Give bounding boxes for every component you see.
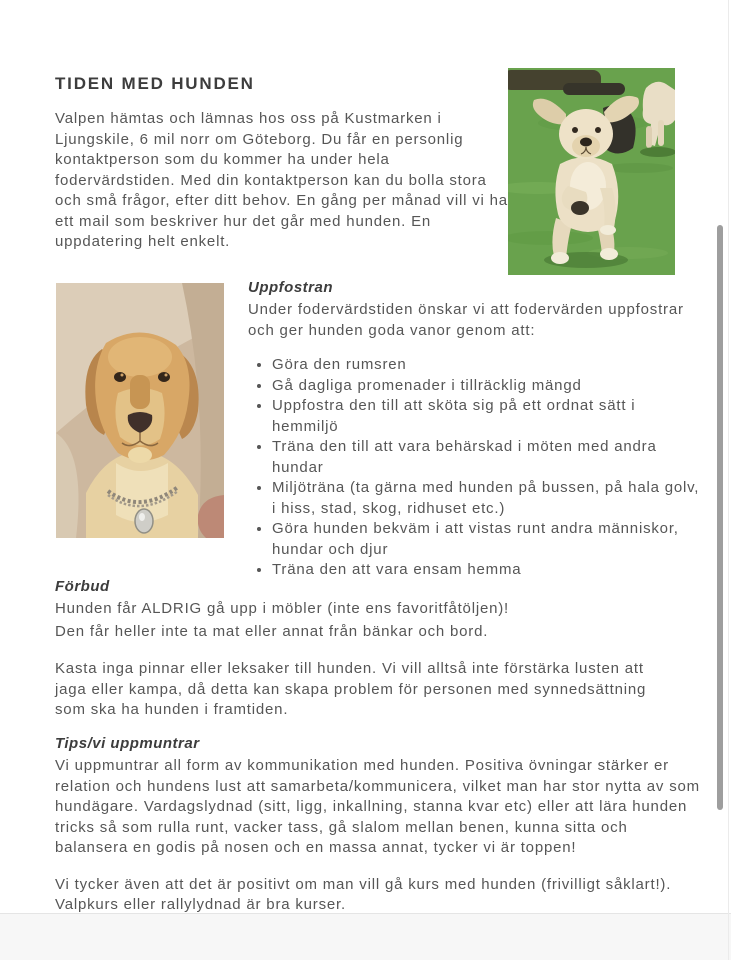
- section-forbud: [55, 576, 677, 721]
- list-item: • Gå dagliga promenader i tillräcklig mängd: [272, 376, 703, 397]
- forbud-line-1: Hunden får ALDRIG gå upp i möbler (inte ens favoritfåtöljen)!: [55, 600, 510, 617]
- section-uppfostran: [248, 277, 703, 581]
- tips-paragraph-1: Vi uppmuntrar all form av kommunikation med hunden. Positiva övningar stärker er relation och hundens lust att samarbeta/kommunicera, vilket man har stor nytta av som hundägare. Vardagslydnad (sitt, ligg, inkallning, stanna kvar etc) eller att lära hunden tricks så som rulla runt, vacker tass, gå slalom mellan benen, kunna sitta och balansera en godis på nosen och en massa annat, tycker vi är toppen!: [55, 757, 700, 856]
- forbud-line-2: Den får heller inte ta mat eller annat från bänkar och bord.: [55, 622, 489, 640]
- list-item: • Träna den att vara ensam hemma: [272, 560, 703, 581]
- scrollbar-thumb[interactable]: [717, 225, 723, 810]
- list-item: • Träna den till att vara behärskad i möten med andra hundar: [272, 437, 703, 478]
- uppfostran-bullet-list: [248, 355, 703, 581]
- section-tips: [55, 733, 705, 916]
- puppy-running-image: [508, 68, 675, 275]
- uppfostran-intro: Under fodervärdstiden önskar vi att fodervärden uppfostrar och ger hunden goda vanor genom att:: [248, 301, 684, 339]
- intro-paragraph: Valpen hämtas och lämnas hos oss på Kustmarken i Ljungskile, 6 mil norr om Göteborg. Du får en personlig kontaktperson som du kommer ha under hela fodervärdstiden. Med din kontaktperson kan du bolla stora och små frågor, efter ditt behov. En gång per månad vill vi ha ett mail som beskriver hur det går med hunden. En uppdatering helt enkelt.: [55, 110, 508, 250]
- list-item: • Miljöträna (ta gärna med hunden på bussen, på hala golv, i hiss, stad, skog, ridhuset etc.): [272, 478, 703, 519]
- list-item: • Göra den rumsren: [272, 355, 703, 376]
- list-item: • Uppfostra den till att sköta sig på ett ordnat sätt i hemmiljö: [272, 396, 703, 437]
- page-bottom-margin: [0, 913, 731, 960]
- labrador-photo: [56, 283, 224, 538]
- list-item: • Göra hunden bekväm i att vistas runt andra människor, hundar och djur: [272, 519, 703, 560]
- uppfostran-heading: Uppfostran: [248, 279, 333, 296]
- tips-heading: Tips/vi uppmuntrar: [55, 735, 200, 752]
- tips-paragraph-2: Vi tycker även att det är positivt om man vill gå kurs med hunden (frivilligt såklart!). Valpkurs eller rallylydnad är bra kurser.: [55, 875, 672, 913]
- forbud-paragraph: Kasta inga pinnar eller leksaker till hunden. Vi vill alltså inte förstärka lusten att jaga eller kampa, då detta kan skapa problem för personen med synnedsättning som ska ha hunden i framtiden.: [55, 660, 647, 718]
- forbud-heading: Förbud: [55, 578, 110, 595]
- page-title: TIDEN MED HUNDEN: [55, 74, 255, 93]
- labrador-portrait-image: [56, 283, 224, 538]
- scrollbar-track[interactable]: [728, 0, 729, 960]
- puppy-photo: [508, 68, 675, 275]
